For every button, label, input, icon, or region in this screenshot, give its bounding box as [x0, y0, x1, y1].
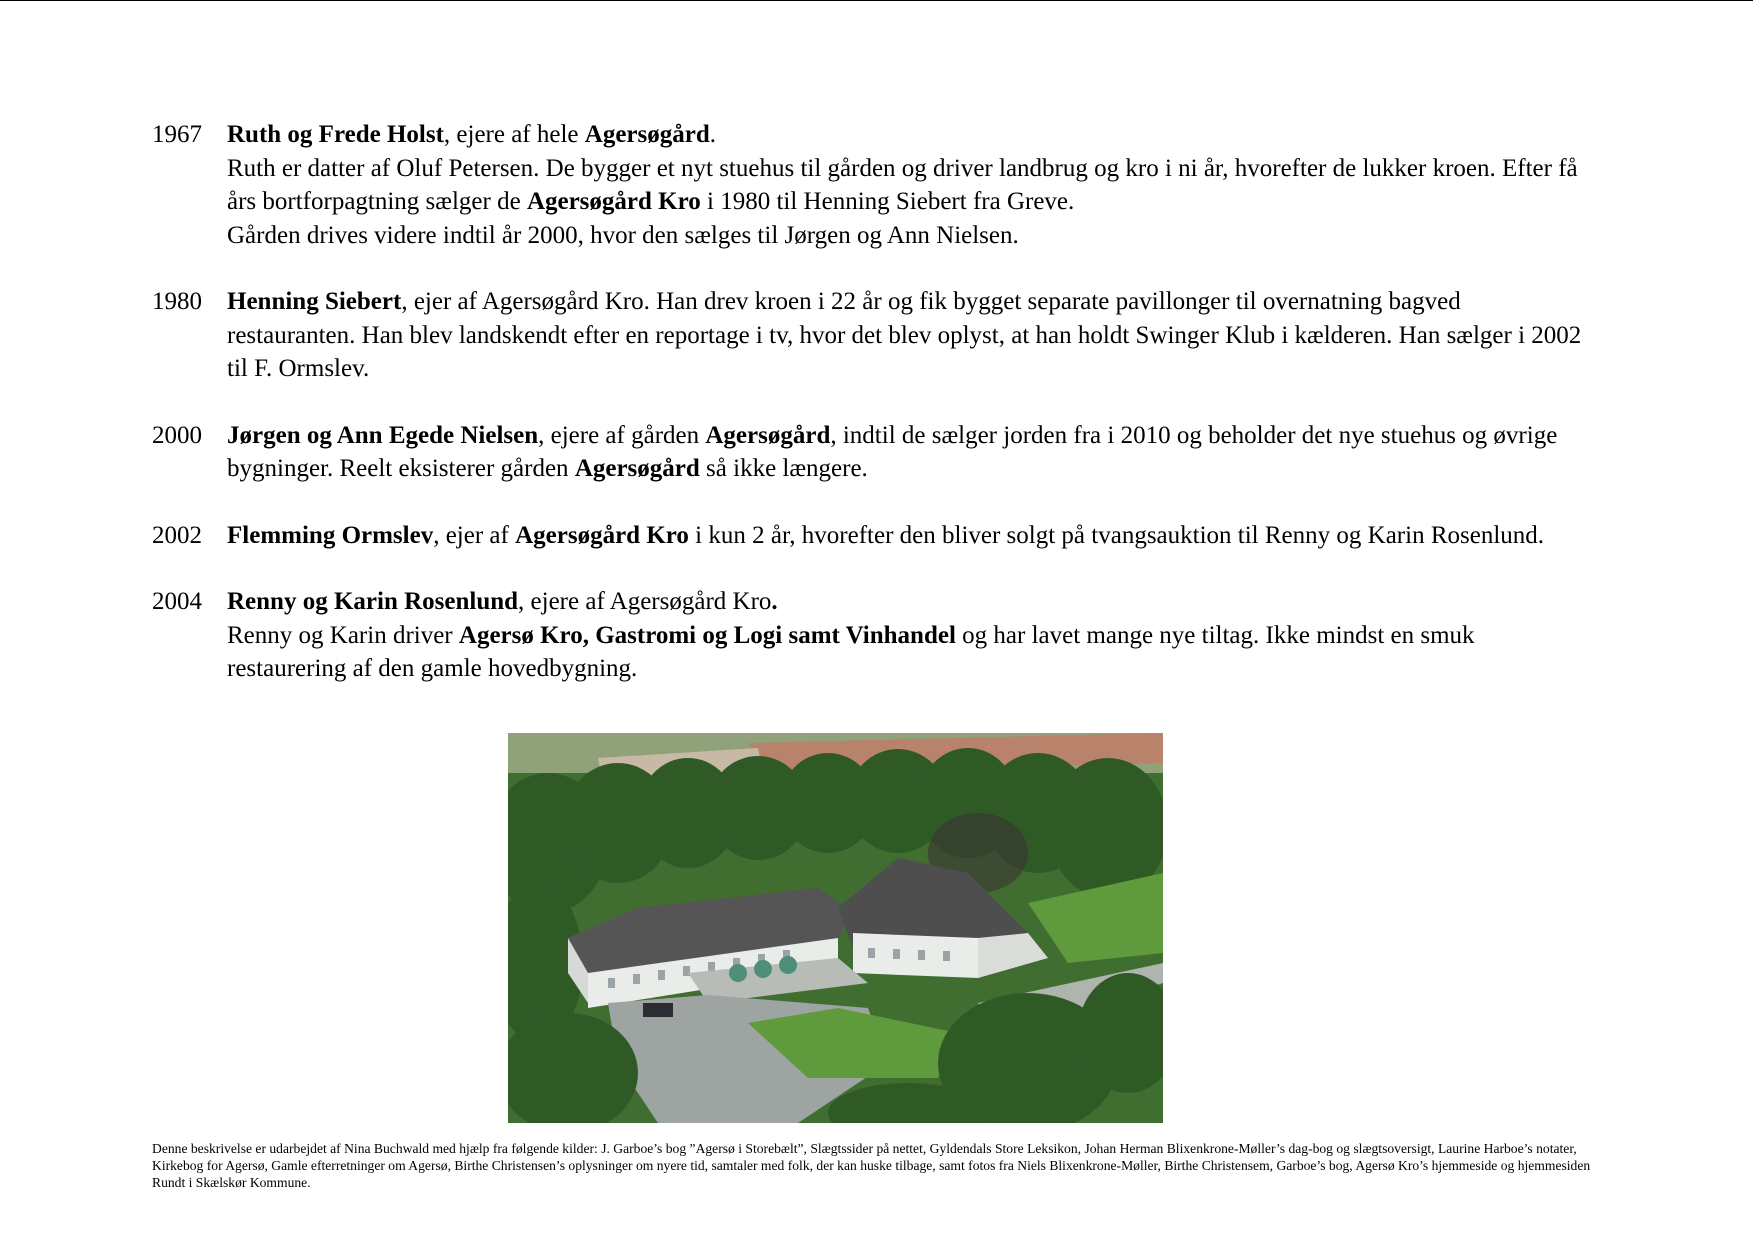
- entry-text: [227, 419, 1587, 486]
- text-run: .: [709, 121, 717, 148]
- owner-name: Ruth og Frede Holst: [227, 121, 444, 148]
- entry-heading: [227, 585, 1587, 619]
- entry-paragraph: [227, 152, 1587, 219]
- text-run: , ejere af hele: [443, 121, 585, 148]
- owner-name: Henning Siebert: [227, 288, 402, 315]
- text-run: i 1980 til Henning Siebert fra Greve.: [700, 188, 1075, 215]
- timeline-entry-1967: [152, 118, 1592, 252]
- text-run: Gården drives videre indtil år 2000, hvor den sælges til Jørgen og Ann Nielsen.: [227, 221, 1019, 249]
- entry-year: 1980: [152, 288, 202, 315]
- property-name: Agersøgård Kro: [526, 188, 701, 215]
- text-run: , ejer af Agersøgård Kro. Han drev kroen i 22 år og fik bygget separate pavillonger til overnatning bagved restauranten. Han blev landskendt efter en reportage i tv, hvor det blev oplyst, at han holdt Swinger Klub i kælderen. Han sælger i 2002 til F. Ormslev.: [227, 288, 1582, 382]
- property-name: Agersøgård: [705, 421, 831, 449]
- business-name: Agersø Kro, Gastromi og Logi samt Vinhandel: [458, 621, 956, 649]
- timeline-entry-2002: [152, 519, 1592, 553]
- ownership-timeline: [152, 118, 1592, 686]
- entry-paragraph: [227, 619, 1587, 686]
- owner-name: Jørgen og Ann Egede Nielsen: [227, 421, 539, 449]
- entry-paragraph: [227, 419, 1587, 486]
- entry-paragraph: [227, 519, 1587, 553]
- timeline-entry-2004: [152, 585, 1592, 686]
- owner-name: Renny og Karin Rosenlund: [227, 588, 519, 615]
- entry-heading: [227, 118, 1587, 152]
- entry-paragraph: [227, 219, 1587, 253]
- aerial-photo-illustration: [508, 733, 1163, 1123]
- timeline-entry-2000: [152, 419, 1592, 486]
- text-run: Renny og Karin driver: [227, 621, 459, 649]
- timeline-entry-1980: [152, 285, 1592, 386]
- text-run: , indtil de sælger jorden fra i 2010 og beholder det nye stuehus og øvrige bygninger. Reelt eksisterer gården: [227, 421, 1558, 482]
- entry-paragraph: [227, 285, 1587, 386]
- entry-text: [227, 118, 1587, 252]
- credits-note: Denne beskrivelse er udarbejdet af Nina Buchwald med hjælp fra følgende kilder: J. Garboe’s bog ”Agersø i Storebælt”, Slægtssider på nettet, Gyldendals Store Leksikon, Johan Herman Blixenkrone-Møller’s dag-bog og slægtsoversigt, Laurine Harboe’s notater, Kirkebog for Agersø, Gamle efterretninger om Agersø, Birthe Christensen’s oplysninger om nyere tid, samtaler med folk, der kan huske tilbage, samt fotos fra Niels Blixenkrone-Møller, Birthe Christensem, Garboe’s bog, Agersø Kro’s hjemmeside og hjemmesiden Rundt i Skælskør Kommune.: [152, 1141, 1591, 1190]
- entry-text: [227, 285, 1587, 386]
- entry-text: [227, 585, 1587, 686]
- property-name: Agersøgård: [584, 121, 710, 148]
- entry-text: [227, 519, 1587, 553]
- text-run: , ejer af: [433, 521, 516, 549]
- owner-name: Flemming Ormslev: [227, 521, 434, 549]
- entry-year: 2000: [152, 421, 202, 449]
- aerial-photo-agersoe-kro: [508, 733, 1163, 1123]
- text-run: , ejere af gården: [538, 421, 706, 449]
- text-run: .: [771, 588, 778, 615]
- text-run: og har lavet mange nye tiltag. Ikke mindst en smuk restaurering af den gamle hovedbygning.: [227, 621, 1475, 682]
- text-run: i kun 2 år, hvorefter den bliver solgt på tvangsauktion til Renny og Karin Rosenlund.: [688, 521, 1545, 549]
- property-name: Agersøgård Kro: [515, 521, 689, 549]
- entry-year: 2002: [152, 521, 202, 549]
- text-run: Ruth er datter af Oluf Petersen. De bygger et nyt stuehus til gården og driver landbrug og kro i ni år, hvorefter de lukker kroen. Efter få års bortforpagtning sælger de: [227, 154, 1578, 215]
- entry-year: 2004: [152, 588, 202, 615]
- text-run: så ikke længere.: [699, 455, 868, 482]
- property-name: Agersøgård: [574, 455, 700, 482]
- text-run: , ejere af Agersøgård Kro: [518, 588, 772, 615]
- entry-year: 1967: [152, 121, 202, 148]
